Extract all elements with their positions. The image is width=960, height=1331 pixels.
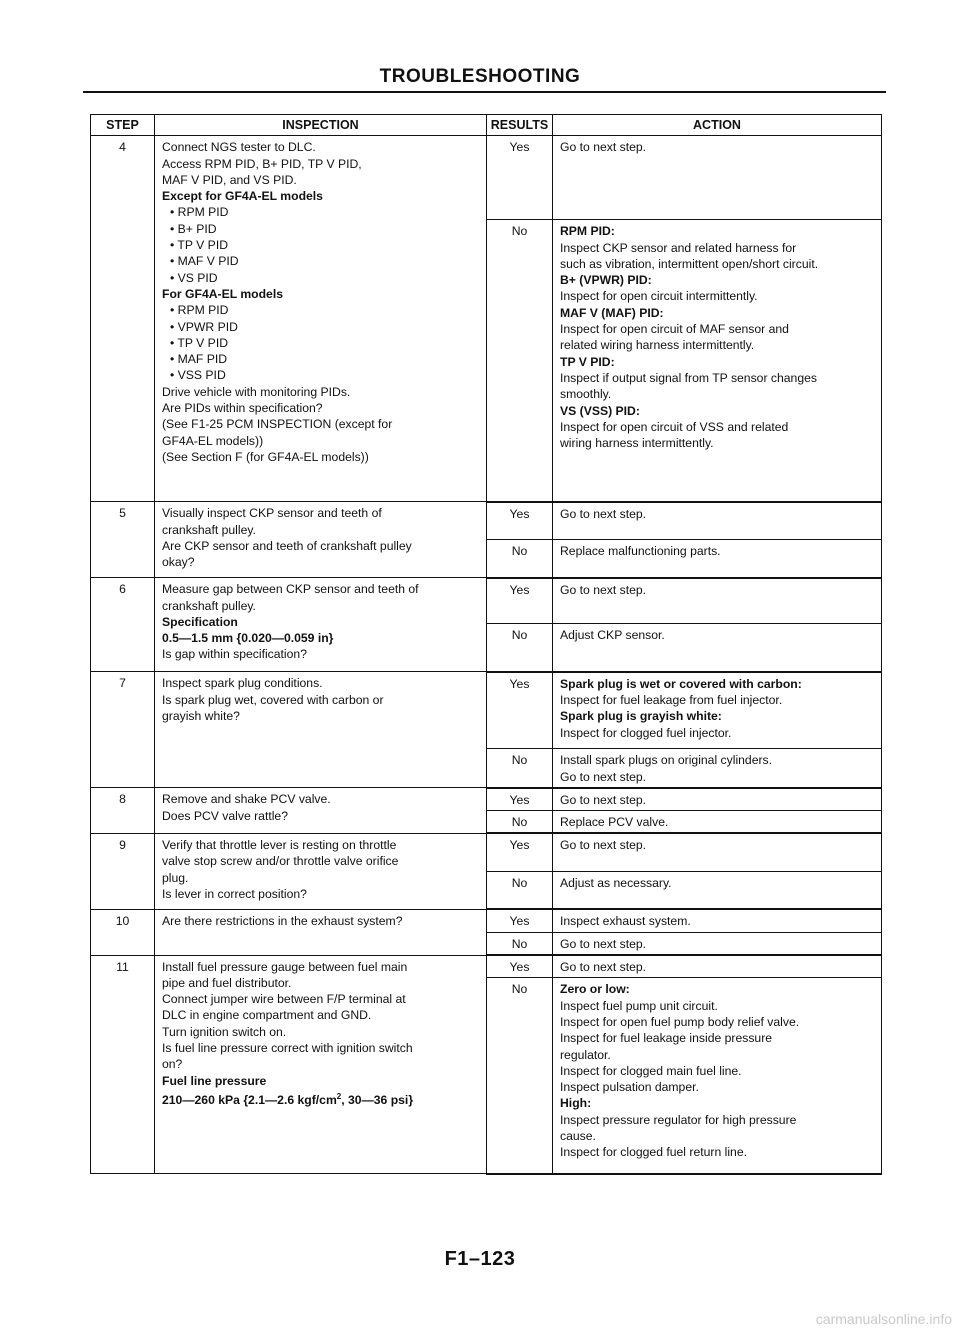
inspection-line: Is gap within specification? [162,647,307,662]
inspection-line: Access RPM PID, B+ PID, TP V PID, [162,156,362,171]
action-line: Go to next step. [560,582,647,597]
inspection-line: Connect NGS tester to DLC. [162,140,316,155]
step-number: 7 [91,672,155,788]
action-cell [553,136,882,220]
action-cell [553,871,882,909]
inspection-line: • VPWR PID [170,319,238,334]
action-line: Go to next step. [560,769,647,784]
action-line: Go to next step. [560,506,647,521]
action-line: Inspect fuel pump unit circuit. [560,998,718,1013]
inspection-line: (See Section F (for GF4A-EL models)) [162,449,369,464]
result-label: Yes [487,909,553,932]
action-cell [553,502,882,540]
inspection-line: Is lever in correct position? [162,886,307,901]
action-line: Spark plug is grayish white: [560,709,722,724]
result-label: Yes [487,672,553,749]
title-rule [83,91,886,93]
action-line: TP V PID: [560,354,615,369]
inspection-line: • RPM PID [170,205,229,220]
inspection-cell [155,909,487,955]
result-label: Yes [487,833,553,871]
result-label: No [487,749,553,788]
action-line: Zero or low: [560,982,630,997]
action-cell [553,788,882,811]
header-step: STEP [91,115,155,136]
inspection-line: Except for GF4A-EL models [162,189,323,204]
action-line: Inspect for clogged main fuel line. [560,1063,742,1078]
action-cell [553,672,882,749]
inspection-line: 210—260 kPa {2.1—2.6 kgf/$cm^2$, 30—36 psi} [162,1091,414,1108]
inspection-line: (See F1-25 PCM INSPECTION (except for [162,417,393,432]
inspection-line: Remove and shake PCV valve. [162,792,331,807]
inspection-line: Inspect spark plug conditions. [162,676,323,691]
inspection-cell [155,136,487,502]
action-cell [553,540,882,578]
action-line: Adjust CKP sensor. [560,628,665,643]
result-label: Yes [487,578,553,624]
action-cell [553,833,882,871]
inspection-line: DLC in engine compartment and GND. [162,1008,372,1023]
inspection-line: pipe and fuel distributor. [162,975,292,990]
action-line: smoothly. [560,387,612,402]
result-label: No [487,978,553,1174]
inspection-line: Is fuel line pressure correct with ignition switch [162,1041,413,1056]
action-line: Go to next step. [560,140,647,155]
action-line: Inspect CKP sensor and related harness for [560,240,797,255]
action-line: such as vibration, intermittent open/short circuit. [560,256,819,271]
action-line: Inspect for clogged fuel return line. [560,1145,747,1160]
header-results: RESULTS [487,115,553,136]
table-body [91,136,882,1174]
inspection-line: • VS PID [170,270,218,285]
inspection-cell [155,788,487,834]
action-line: Inspect for open fuel pump body relief valve. [560,1014,800,1029]
action-line: Inspect exhaust system. [560,914,691,929]
inspection-line: Are there restrictions in the exhaust system? [162,913,403,928]
inspection-line: • B+ PID [170,221,217,236]
step-number: 11 [91,955,155,1174]
inspection-cell [155,578,487,672]
action-line: Replace malfunctioning parts. [560,544,721,559]
inspection-line: valve stop screw and/or throttle valve orifice [162,854,399,869]
table-row [91,672,882,749]
inspection-line: 0.5—1.5 mm {0.020—0.059 in} [162,631,334,646]
watermark-footer: carmanualsonline.info [815,1311,952,1327]
action-line: Replace PCV valve. [560,815,669,830]
table-row [91,788,882,811]
action-cell [553,578,882,624]
action-cell [553,811,882,834]
action-line: cause. [560,1129,596,1144]
result-label: No [487,540,553,578]
inspection-line: Visually inspect CKP sensor and teeth of [162,506,382,521]
inspection-cell [155,502,487,578]
action-line: Inspect if output signal from TP sensor changes [560,370,817,385]
action-line: MAF V (MAF) PID: [560,305,664,320]
step-number: 4 [91,136,155,502]
action-cell [553,749,882,788]
action-line: Inspect for clogged fuel injector. [560,725,732,740]
inspection-line: on? [162,1057,183,1072]
inspection-cell [155,672,487,788]
action-line: Adjust as necessary. [560,875,672,890]
table-row [91,502,882,540]
inspection-line: grayish white? [162,708,240,723]
result-label: Yes [487,955,553,978]
result-label: Yes [487,502,553,540]
action-line: wiring harness intermittently. [560,436,714,451]
header-inspection: INSPECTION [155,115,487,136]
action-line: Go to next step. [560,792,647,807]
inspection-cell [155,833,487,909]
action-line: related wiring harness intermittently. [560,338,755,353]
step-number: 8 [91,788,155,834]
page-number: F1–123 [444,1248,516,1270]
action-line: B+ (VPWR) PID: [560,273,652,288]
inspection-line: Are CKP sensor and teeth of crankshaft pulley [162,538,412,553]
action-cell [553,955,882,978]
step-number: 6 [91,578,155,672]
inspection-line: Are PIDs within specification? [162,401,323,416]
action-line: Inspect for fuel leakage from fuel injector. [560,693,783,708]
action-line: Inspect for open circuit intermittently. [560,289,758,304]
action-line: High: [560,1096,592,1111]
action-line: RPM PID: [560,224,615,239]
table-row [91,578,882,624]
inspection-line: • MAF V PID [170,254,239,269]
action-line: Install spark plugs on original cylinders. [560,753,773,768]
inspection-line: For GF4A-EL models [162,286,283,301]
action-line: regulator. [560,1047,611,1062]
header-row [91,115,882,136]
result-label: No [487,811,553,834]
action-cell [553,624,882,672]
action-line: Inspect for fuel leakage inside pressure [560,1031,773,1046]
result-label: Yes [487,788,553,811]
inspection-line: Connect jumper wire between F/P terminal at [162,992,406,1007]
result-label: No [487,220,553,502]
inspection-line: crankshaft pulley. [162,522,256,537]
inspection-line: MAF V PID, and VS PID. [162,172,297,187]
step-number: 10 [91,909,155,955]
step-number: 5 [91,502,155,578]
inspection-line: Fuel line pressure [162,1073,267,1088]
action-cell [553,978,882,1174]
action-line: Inspect pressure regulator for high pressure [560,1112,797,1127]
header-action: ACTION [553,115,882,136]
troubleshooting-table [90,114,882,1175]
inspection-line: Specification [162,614,238,629]
action-line: Go to next step. [560,960,647,975]
inspection-line: plug. [162,870,189,885]
action-line: Inspect for open circuit of MAF sensor and [560,322,789,337]
action-cell [553,909,882,932]
action-line: Inspect for open circuit of VSS and related [560,419,789,434]
inspection-line: Install fuel pressure gauge between fuel main [162,959,408,974]
page-title: TROUBLESHOOTING [379,66,581,87]
inspection-line: • RPM PID [170,303,229,318]
table-row [91,136,882,220]
action-cell [553,220,882,502]
table-row [91,955,882,978]
result-label: No [487,624,553,672]
inspection-line: • VSS PID [170,368,226,383]
inspection-line: Is spark plug wet, covered with carbon or [162,692,384,707]
inspection-line: Verify that throttle lever is resting on throttle [162,837,397,852]
inspection-line: Measure gap between CKP sensor and teeth of [162,582,419,597]
action-cell [553,932,882,955]
result-label: No [487,932,553,955]
action-line: VS (VSS) PID: [560,403,640,418]
inspection-line: • TP V PID [170,238,229,253]
action-line: Inspect pulsation damper. [560,1080,699,1095]
action-line: Spark plug is wet or covered with carbon: [560,676,802,691]
inspection-line: okay? [162,555,195,570]
inspection-line: • MAF PID [170,352,228,367]
inspection-line: • TP V PID [170,335,229,350]
inspection-line: Turn ignition switch on. [162,1024,287,1039]
action-line: Go to next step. [560,838,647,853]
table-row [91,833,882,871]
inspection-cell [155,955,487,1174]
result-label: No [487,871,553,909]
inspection-line: Drive vehicle with monitoring PIDs. [162,384,351,399]
inspection-line: Does PCV valve rattle? [162,808,288,823]
result-label: Yes [487,136,553,220]
inspection-line: crankshaft pulley. [162,598,256,613]
inspection-line: GF4A-EL models)) [162,433,264,448]
table-row [91,909,882,932]
step-number: 9 [91,833,155,909]
action-line: Go to next step. [560,936,647,951]
